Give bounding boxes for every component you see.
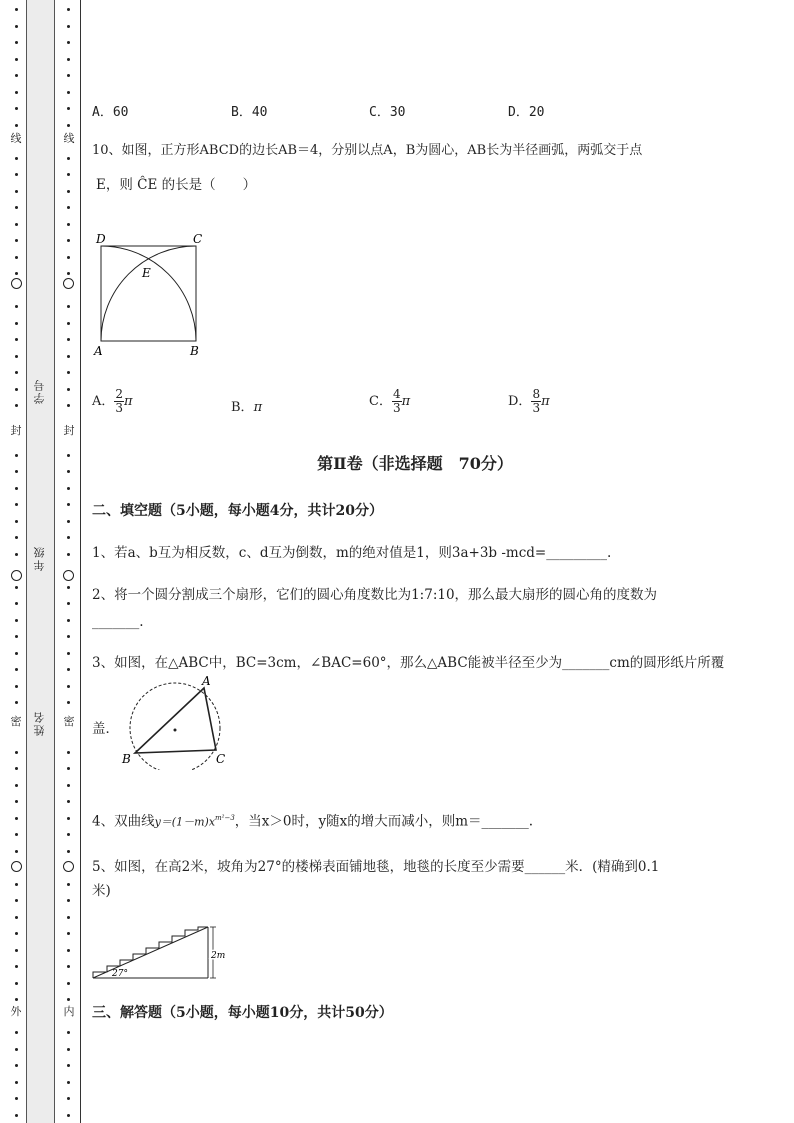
pi-symbol: π bbox=[401, 394, 411, 409]
cut-dot bbox=[15, 404, 18, 407]
label-a: A bbox=[94, 344, 103, 358]
label-e: E bbox=[142, 266, 151, 280]
q5-text-line2: 米) bbox=[92, 883, 111, 899]
cut-dot bbox=[15, 157, 18, 160]
cut-circle-marker bbox=[63, 570, 74, 581]
cut-dot bbox=[67, 652, 70, 655]
square-abcd bbox=[101, 246, 196, 341]
q2-text-line1: 2、将一个圆分割成三个扇形，它们的圆心角度数比为1:7:10，那么最大扇形的圆心角的度数为 bbox=[92, 587, 658, 603]
cut-dot bbox=[67, 751, 70, 754]
cut-dot bbox=[67, 536, 70, 539]
cut-dot bbox=[67, 8, 70, 11]
cut-circle-marker bbox=[11, 278, 22, 289]
q10-option-a bbox=[92, 388, 133, 415]
cut-dot bbox=[67, 124, 70, 127]
option-letter: B． bbox=[231, 400, 254, 415]
cut-dot bbox=[15, 883, 18, 886]
q10-option-b bbox=[231, 396, 262, 415]
cut-dot bbox=[67, 1081, 70, 1084]
cut-dot bbox=[67, 1114, 70, 1117]
q4-exponent: m²−3 bbox=[215, 814, 235, 822]
cut-dot bbox=[15, 322, 18, 325]
cut-dot bbox=[15, 965, 18, 968]
cut-dot bbox=[67, 635, 70, 638]
cut-dot bbox=[15, 256, 18, 259]
q9-option-a: A．60 bbox=[92, 105, 129, 120]
cut-dot bbox=[67, 388, 70, 391]
cut-dot bbox=[15, 239, 18, 242]
q10-square-arcs-figure bbox=[88, 228, 216, 360]
cut-dot bbox=[15, 932, 18, 935]
cut-dot bbox=[15, 701, 18, 704]
cut-dot bbox=[15, 41, 18, 44]
option-letter: A． bbox=[92, 394, 115, 409]
cut-dot bbox=[15, 602, 18, 605]
numerator: 2 bbox=[115, 387, 124, 401]
cut-dot bbox=[67, 305, 70, 308]
cut-dot bbox=[67, 223, 70, 226]
part2-title: 第Ⅱ卷（非选择题 70分） bbox=[317, 454, 513, 473]
pi-symbol: π bbox=[253, 400, 263, 415]
option-letter: D． bbox=[508, 394, 532, 409]
arc-centered-a bbox=[101, 246, 196, 341]
q4-prefix: 4、双曲线 bbox=[92, 813, 155, 830]
student-id-label: 学号 bbox=[33, 378, 46, 404]
cut-dot bbox=[15, 916, 18, 919]
q5-staircase-figure bbox=[90, 922, 230, 982]
cut-dot bbox=[15, 190, 18, 193]
section2-heading: 二、填空题（5小题，每小题4分，共计20分） bbox=[92, 503, 383, 519]
cut-dot bbox=[15, 784, 18, 787]
q9-option-d: D．20 bbox=[508, 105, 545, 120]
cut-dot bbox=[67, 949, 70, 952]
cut-dot bbox=[67, 256, 70, 259]
q10-stem-line1: 10、如图，正方形ABCD的边长AB＝4，分别以点A，B为圆心，AB长为半径画弧，两弧交于点 bbox=[92, 143, 643, 158]
cut-dot bbox=[67, 833, 70, 836]
q10-option-d bbox=[508, 388, 550, 415]
slope-line bbox=[93, 927, 208, 978]
cut-dot bbox=[67, 619, 70, 622]
cut-dot bbox=[67, 932, 70, 935]
arc-centered-b bbox=[101, 246, 196, 341]
q4-formula: y＝(1－m)x bbox=[154, 815, 216, 829]
cut-dot bbox=[15, 91, 18, 94]
cut-dot bbox=[67, 355, 70, 358]
q4-text bbox=[92, 809, 533, 832]
cut-dot bbox=[15, 536, 18, 539]
cut-dot bbox=[15, 767, 18, 770]
cut-dot bbox=[67, 206, 70, 209]
cut-dot bbox=[67, 503, 70, 506]
q3-text-line2: 盖． bbox=[92, 721, 119, 737]
cut-dot bbox=[67, 338, 70, 341]
label-d: D bbox=[96, 232, 106, 246]
binding-margin bbox=[0, 0, 82, 1123]
cut-circle-marker bbox=[11, 861, 22, 872]
cut-dot bbox=[15, 1048, 18, 1051]
cut-dot bbox=[67, 487, 70, 490]
cut-circle-marker bbox=[63, 278, 74, 289]
fraction bbox=[114, 388, 124, 415]
cut-dot bbox=[67, 239, 70, 242]
cut-dot bbox=[67, 800, 70, 803]
cut-dot bbox=[67, 173, 70, 176]
cut-dot bbox=[67, 982, 70, 985]
cut-dot bbox=[15, 685, 18, 688]
cut-dot bbox=[67, 190, 70, 193]
option-letter: C． bbox=[369, 394, 392, 409]
cut-dot bbox=[67, 602, 70, 605]
fraction bbox=[392, 388, 402, 415]
cut-dot bbox=[15, 124, 18, 127]
cut-dot bbox=[15, 223, 18, 226]
cut-dot bbox=[15, 107, 18, 110]
label-b: B bbox=[122, 752, 131, 766]
dotted-cut-line-left bbox=[12, 0, 22, 1123]
cut-dot bbox=[67, 520, 70, 523]
angle-label: 27° bbox=[112, 969, 128, 979]
margin-char-secret-left: 密 bbox=[10, 715, 22, 728]
q3-text-line1: 3、如图，在△ABC中，BC=3cm，∠BAC=60°，那么△ABC能被半径至少为_______cm的圆形纸片所覆 bbox=[92, 655, 725, 671]
numerator: 4 bbox=[392, 387, 401, 401]
cut-dot bbox=[15, 1031, 18, 1034]
cut-dot bbox=[15, 1114, 18, 1117]
cut-dot bbox=[15, 305, 18, 308]
cut-dot bbox=[67, 850, 70, 853]
triangle-abc bbox=[135, 688, 216, 753]
cut-dot bbox=[15, 899, 18, 902]
cut-dot bbox=[15, 272, 18, 275]
cut-dot bbox=[67, 404, 70, 407]
cut-dot bbox=[67, 586, 70, 589]
q9-option-b: B．40 bbox=[231, 105, 268, 120]
cut-dot bbox=[15, 503, 18, 506]
cut-dot bbox=[67, 1064, 70, 1067]
cut-dot bbox=[67, 916, 70, 919]
margin-char-seal-left: 封 bbox=[10, 424, 22, 437]
label-c: C bbox=[216, 752, 226, 766]
margin-rule bbox=[80, 0, 81, 1123]
cut-dot bbox=[15, 982, 18, 985]
cut-dot bbox=[15, 487, 18, 490]
cut-dot bbox=[67, 107, 70, 110]
cut-dot bbox=[67, 701, 70, 704]
cut-circle-marker bbox=[63, 861, 74, 872]
cut-dot bbox=[15, 635, 18, 638]
margin-char-seal-right: 封 bbox=[63, 424, 75, 437]
denominator: 3 bbox=[532, 401, 541, 415]
cut-dot bbox=[15, 388, 18, 391]
pi-symbol: π bbox=[541, 394, 550, 409]
cut-dot bbox=[67, 74, 70, 77]
cut-dot bbox=[67, 272, 70, 275]
cut-dot bbox=[15, 8, 18, 11]
q5-text-line1: 5、如图，在高2米，坡角为27°的楼梯表面铺地毯，地毯的长度至少需要______米．(精确到0.1 bbox=[92, 859, 660, 875]
q10-stem-line2: E，则 ĈE 的长是（ ） bbox=[96, 177, 257, 193]
cut-dot bbox=[15, 1097, 18, 1100]
pi-symbol: π bbox=[124, 394, 133, 409]
denominator: 3 bbox=[115, 401, 124, 415]
cut-dot bbox=[67, 1031, 70, 1034]
cut-dot bbox=[15, 652, 18, 655]
numerator: 8 bbox=[532, 387, 541, 401]
cut-dot bbox=[15, 817, 18, 820]
label-c: C bbox=[193, 232, 203, 246]
name-label: 姓名 bbox=[33, 710, 46, 736]
label-a: A bbox=[202, 674, 211, 688]
cut-dot bbox=[67, 157, 70, 160]
cut-dot bbox=[67, 41, 70, 44]
cut-dot bbox=[15, 833, 18, 836]
cut-dot bbox=[15, 206, 18, 209]
margin-char-line-right: 线 bbox=[63, 132, 75, 145]
cut-dot bbox=[15, 751, 18, 754]
cut-dot bbox=[67, 58, 70, 61]
cut-dot bbox=[15, 998, 18, 1001]
cut-dot bbox=[15, 173, 18, 176]
circumcircle bbox=[130, 683, 220, 770]
cut-dot bbox=[67, 322, 70, 325]
q3-circumscribed-triangle-figure bbox=[118, 674, 233, 770]
cut-dot bbox=[15, 553, 18, 556]
cut-dot bbox=[15, 800, 18, 803]
margin-char-outer: 外 bbox=[10, 1005, 22, 1018]
cut-dot bbox=[15, 586, 18, 589]
cut-dot bbox=[15, 371, 18, 374]
cut-dot bbox=[67, 371, 70, 374]
cut-dot bbox=[15, 850, 18, 853]
height-label: 2m bbox=[211, 951, 226, 961]
cut-dot bbox=[15, 520, 18, 523]
margin-char-line-left: 线 bbox=[10, 132, 22, 145]
cut-dot bbox=[15, 1064, 18, 1067]
cut-dot bbox=[15, 619, 18, 622]
section3-heading: 三、解答题（5小题，每小题10分，共计50分） bbox=[92, 1005, 393, 1021]
cut-dot bbox=[67, 784, 70, 787]
fraction bbox=[531, 388, 541, 415]
q10-option-c bbox=[369, 388, 410, 415]
margin-char-secret-right: 密 bbox=[63, 715, 75, 728]
cut-dot bbox=[15, 58, 18, 61]
cut-circle-marker bbox=[11, 570, 22, 581]
cut-dot bbox=[15, 668, 18, 671]
cut-dot bbox=[67, 25, 70, 28]
cut-dot bbox=[67, 883, 70, 886]
cut-dot bbox=[15, 1081, 18, 1084]
margin-char-inner: 内 bbox=[63, 1005, 75, 1018]
cut-dot bbox=[67, 965, 70, 968]
cut-dot bbox=[67, 817, 70, 820]
cut-dot bbox=[15, 949, 18, 952]
denominator: 3 bbox=[392, 401, 401, 415]
cut-dot bbox=[67, 1048, 70, 1051]
cut-dot bbox=[67, 998, 70, 1001]
cut-dot bbox=[67, 899, 70, 902]
cut-dot bbox=[67, 91, 70, 94]
label-b: B bbox=[190, 344, 199, 358]
cut-dot bbox=[67, 1097, 70, 1100]
cut-dot bbox=[15, 338, 18, 341]
cut-dot bbox=[15, 74, 18, 77]
cut-dot bbox=[67, 668, 70, 671]
q4-suffix: ，当x＞0时，y随x的增大而减小，则m＝_______. bbox=[234, 813, 534, 830]
cut-dot bbox=[15, 25, 18, 28]
grade-label: 年级 bbox=[33, 545, 46, 571]
q2-text-line2: _______. bbox=[92, 614, 144, 630]
cut-dot bbox=[67, 553, 70, 556]
cut-dot bbox=[15, 355, 18, 358]
dotted-cut-line-right bbox=[64, 0, 74, 1123]
q9-option-c: C．30 bbox=[369, 105, 406, 120]
circle-center bbox=[174, 729, 177, 732]
q1-text: 1、若a、b互为相反数，c、d互为倒数，m的绝对值是1，则3a+3b -mcd=_________. bbox=[92, 545, 612, 561]
cut-dot bbox=[67, 767, 70, 770]
cut-dot bbox=[67, 685, 70, 688]
